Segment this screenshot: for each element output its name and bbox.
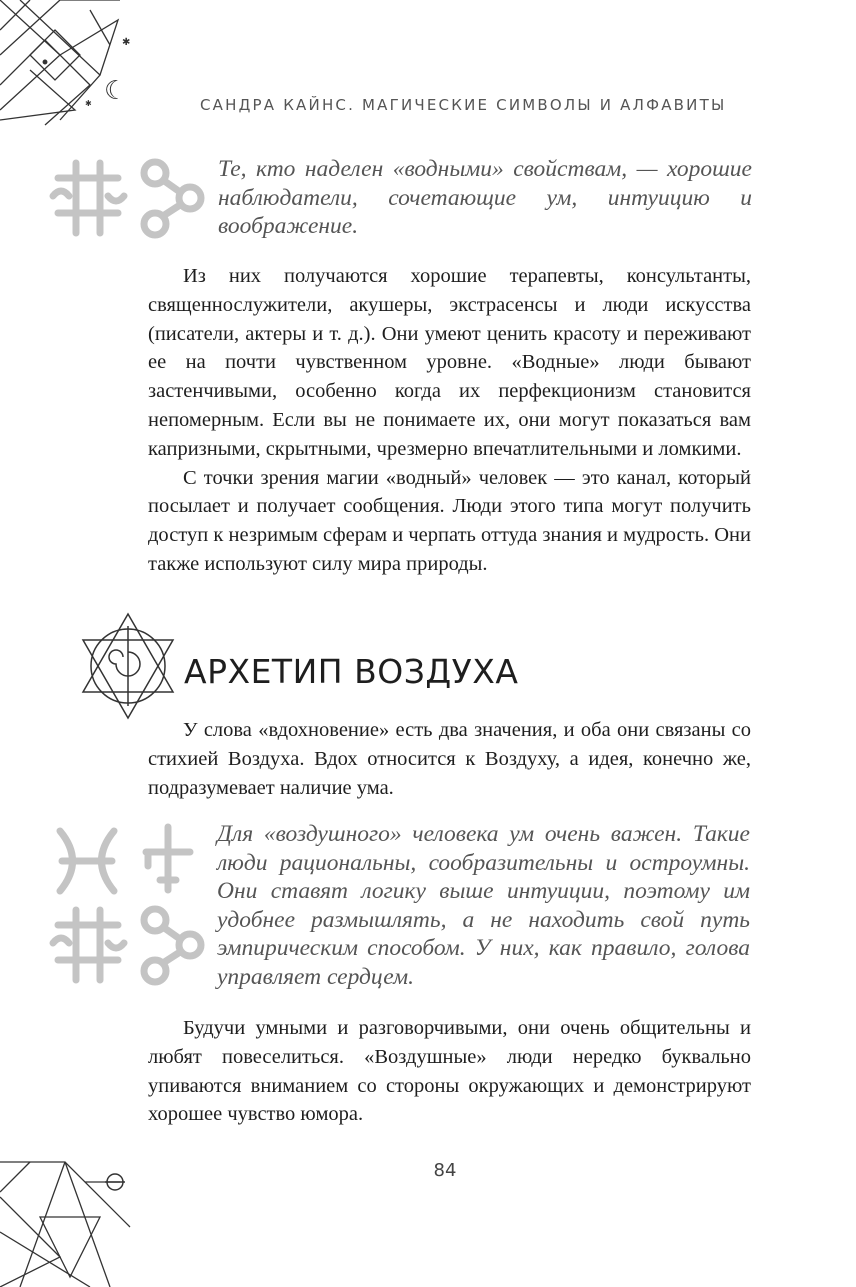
running-head: САНДРА КАЙНС. МАГИЧЕСКИЕ СИМВОЛЫ И АЛФАВИТЫ — [200, 96, 727, 114]
corner-ornament-top — [0, 0, 130, 125]
mercury-glyph-icon — [138, 822, 198, 897]
paragraph: У слова «вдохновение» есть два значения, и оба они связаны со стихией Воздуха. Вдох относится к Воздуху, а идея, конечно же, подразумевает наличие ума. — [148, 719, 751, 799]
circle-line-icon — [103, 1170, 127, 1194]
rune-grid-icon — [48, 158, 128, 238]
paragraph: С точки зрения магии «водный» человек — это канал, который посылает и получает сообщения. Люди этого типа могут получить доступ к незримым сферам и черпать оттуда знания и мудрость. Они также используют силу мира природы. — [148, 466, 751, 575]
rune-grid-icon — [48, 905, 128, 985]
triangle-circles-icon — [135, 158, 205, 238]
air-intro — [148, 716, 751, 802]
water-body — [148, 262, 751, 579]
pisces-glyph-icon — [52, 826, 122, 896]
paragraph: Будучи умными и разговорчивыми, они очень общительны и любят повеселиться. «Воздушные» люди нередко буквально упиваются вниманием со стороны окружающих и демонстрируют хорошее чувство юмора. — [148, 1017, 751, 1126]
quote-air: Для «воздушного» человека ум очень важен. Такие люди рациональны, сообразительны и остроумны. Они ставят логику выше интуиции, поэтому им удобнее размышлять, а не находить свой путь эмпирическим способом. У них, как правило, голова управляет сердцем. — [217, 821, 750, 990]
hexagram-seal-icon — [76, 612, 180, 720]
moon-icon: ☾ — [104, 76, 128, 105]
star-icon: ✱ — [85, 99, 92, 108]
page-number: 84 — [433, 1160, 457, 1181]
quote-water: Те, кто наделен «водными» свойствам, — хорошие наблюдатели, сочетающие ум, интуицию и воображение. — [218, 156, 752, 239]
air-body — [148, 1014, 751, 1129]
section-heading: АРХЕТИП ВОЗДУХА — [184, 652, 519, 691]
triangle-circles-icon — [135, 905, 205, 985]
star-icon: ✱ — [122, 37, 131, 48]
paragraph: Из них получаются хорошие терапевты, консультанты, священнослужители, акушеры, экстрасенсы и люди искусства (писатели, актеры и т. д.). Они умеют ценить красоту и переживают ее на почти чувственном уровне. «Водные» люди бывают застенчивыми, особенно когда их перфекционизм становится непомерным. Если вы не понимаете их, они могут показаться вам капризными, скрытными, чрезмерно впечатлительными и ломкими. — [148, 265, 751, 460]
